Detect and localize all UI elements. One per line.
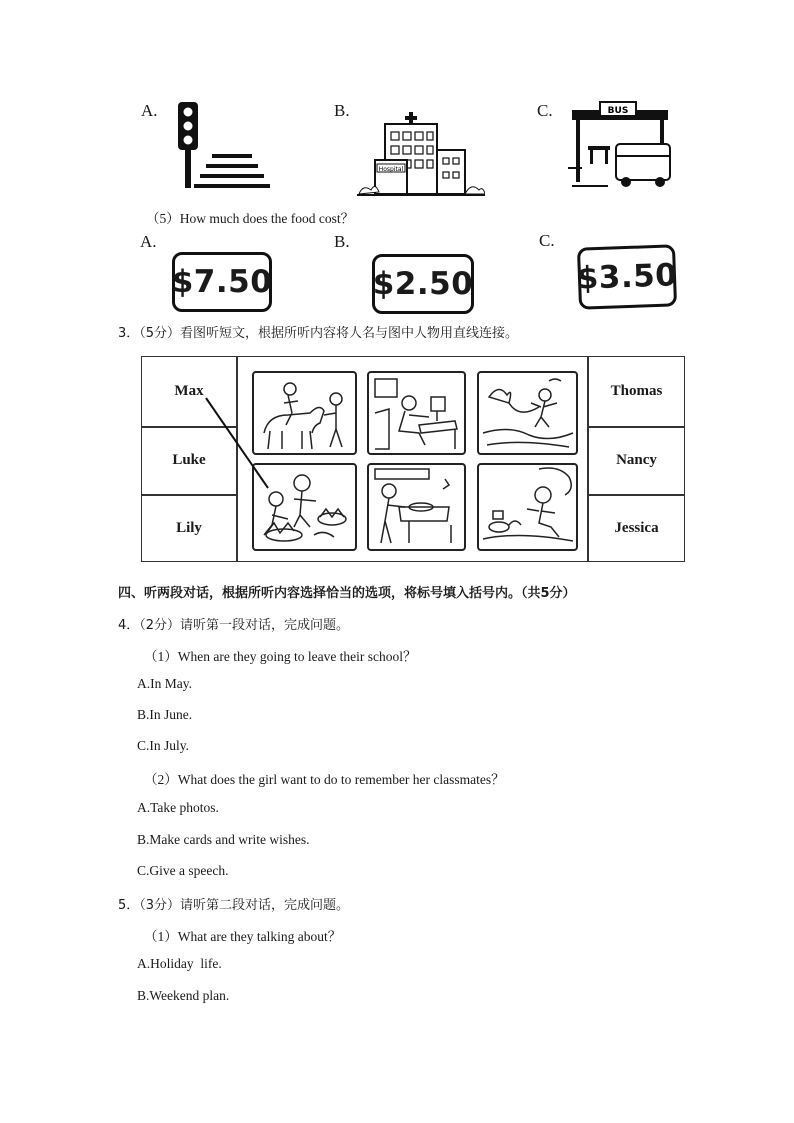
q4-sub2-option-a: A.Take photos. xyxy=(137,800,219,815)
q5b-intro: 5．（3分）请听第二段对话，完成问题。 xyxy=(118,898,350,913)
option-a-label: A. xyxy=(141,101,158,120)
name-luke: Luke xyxy=(172,452,206,468)
price-option-b-label: B. xyxy=(334,232,350,251)
q4-sub1-question: （1）When are they going to leave their school？ xyxy=(144,649,417,664)
price-tag-b: $2.50 xyxy=(372,254,474,314)
option-b-label: B. xyxy=(334,101,350,120)
bus-sign-text: BUS xyxy=(607,106,629,116)
price-option-c-label: C. xyxy=(539,231,555,250)
q5-question: （5）How much does the food cost？ xyxy=(146,211,355,226)
price-option-a-label: A. xyxy=(140,232,157,251)
name-jessica: Jessica xyxy=(614,520,659,536)
name-nancy: Nancy xyxy=(616,452,657,468)
q4-sub2-question: （2）What does the girl want to do to remember her classmates？ xyxy=(144,772,505,787)
hospital-sign-text: Hospital xyxy=(378,166,404,173)
q5b-sub1-option-a: A.Holiday life. xyxy=(137,956,222,971)
price-tag-c: $3.50 xyxy=(577,244,677,309)
option-c-label: C. xyxy=(537,101,553,120)
name-lily: Lily xyxy=(176,520,202,536)
section-4-heading: 四、听两段对话，根据所听内容选择恰当的选项，将标号填入括号内。（共5分） xyxy=(118,586,576,601)
q5b-sub1-option-b: B.Weekend plan. xyxy=(137,988,230,1003)
q4-sub1-option-a: A.In May. xyxy=(137,676,192,691)
q5b-sub1-question: （1）What are they talking about？ xyxy=(144,929,342,944)
q3-instruction: 3．（5分）看图听短文，根据所听内容将人名与图中人物用直线连接。 xyxy=(118,326,519,341)
name-max: Max xyxy=(174,382,204,399)
q4-sub2-option-c: C.Give a speech. xyxy=(137,863,229,878)
name-thomas: Thomas xyxy=(610,382,663,399)
q4-sub1-option-c: C.In July. xyxy=(137,738,190,753)
q4-intro: 4．（2分）请听第一段对话，完成问题。 xyxy=(118,618,350,633)
q4-sub1-option-b: B.In June. xyxy=(137,707,193,722)
q4-sub2-option-b: B.Make cards and write wishes. xyxy=(137,832,310,847)
price-tag-a: $7.50 xyxy=(172,252,272,312)
